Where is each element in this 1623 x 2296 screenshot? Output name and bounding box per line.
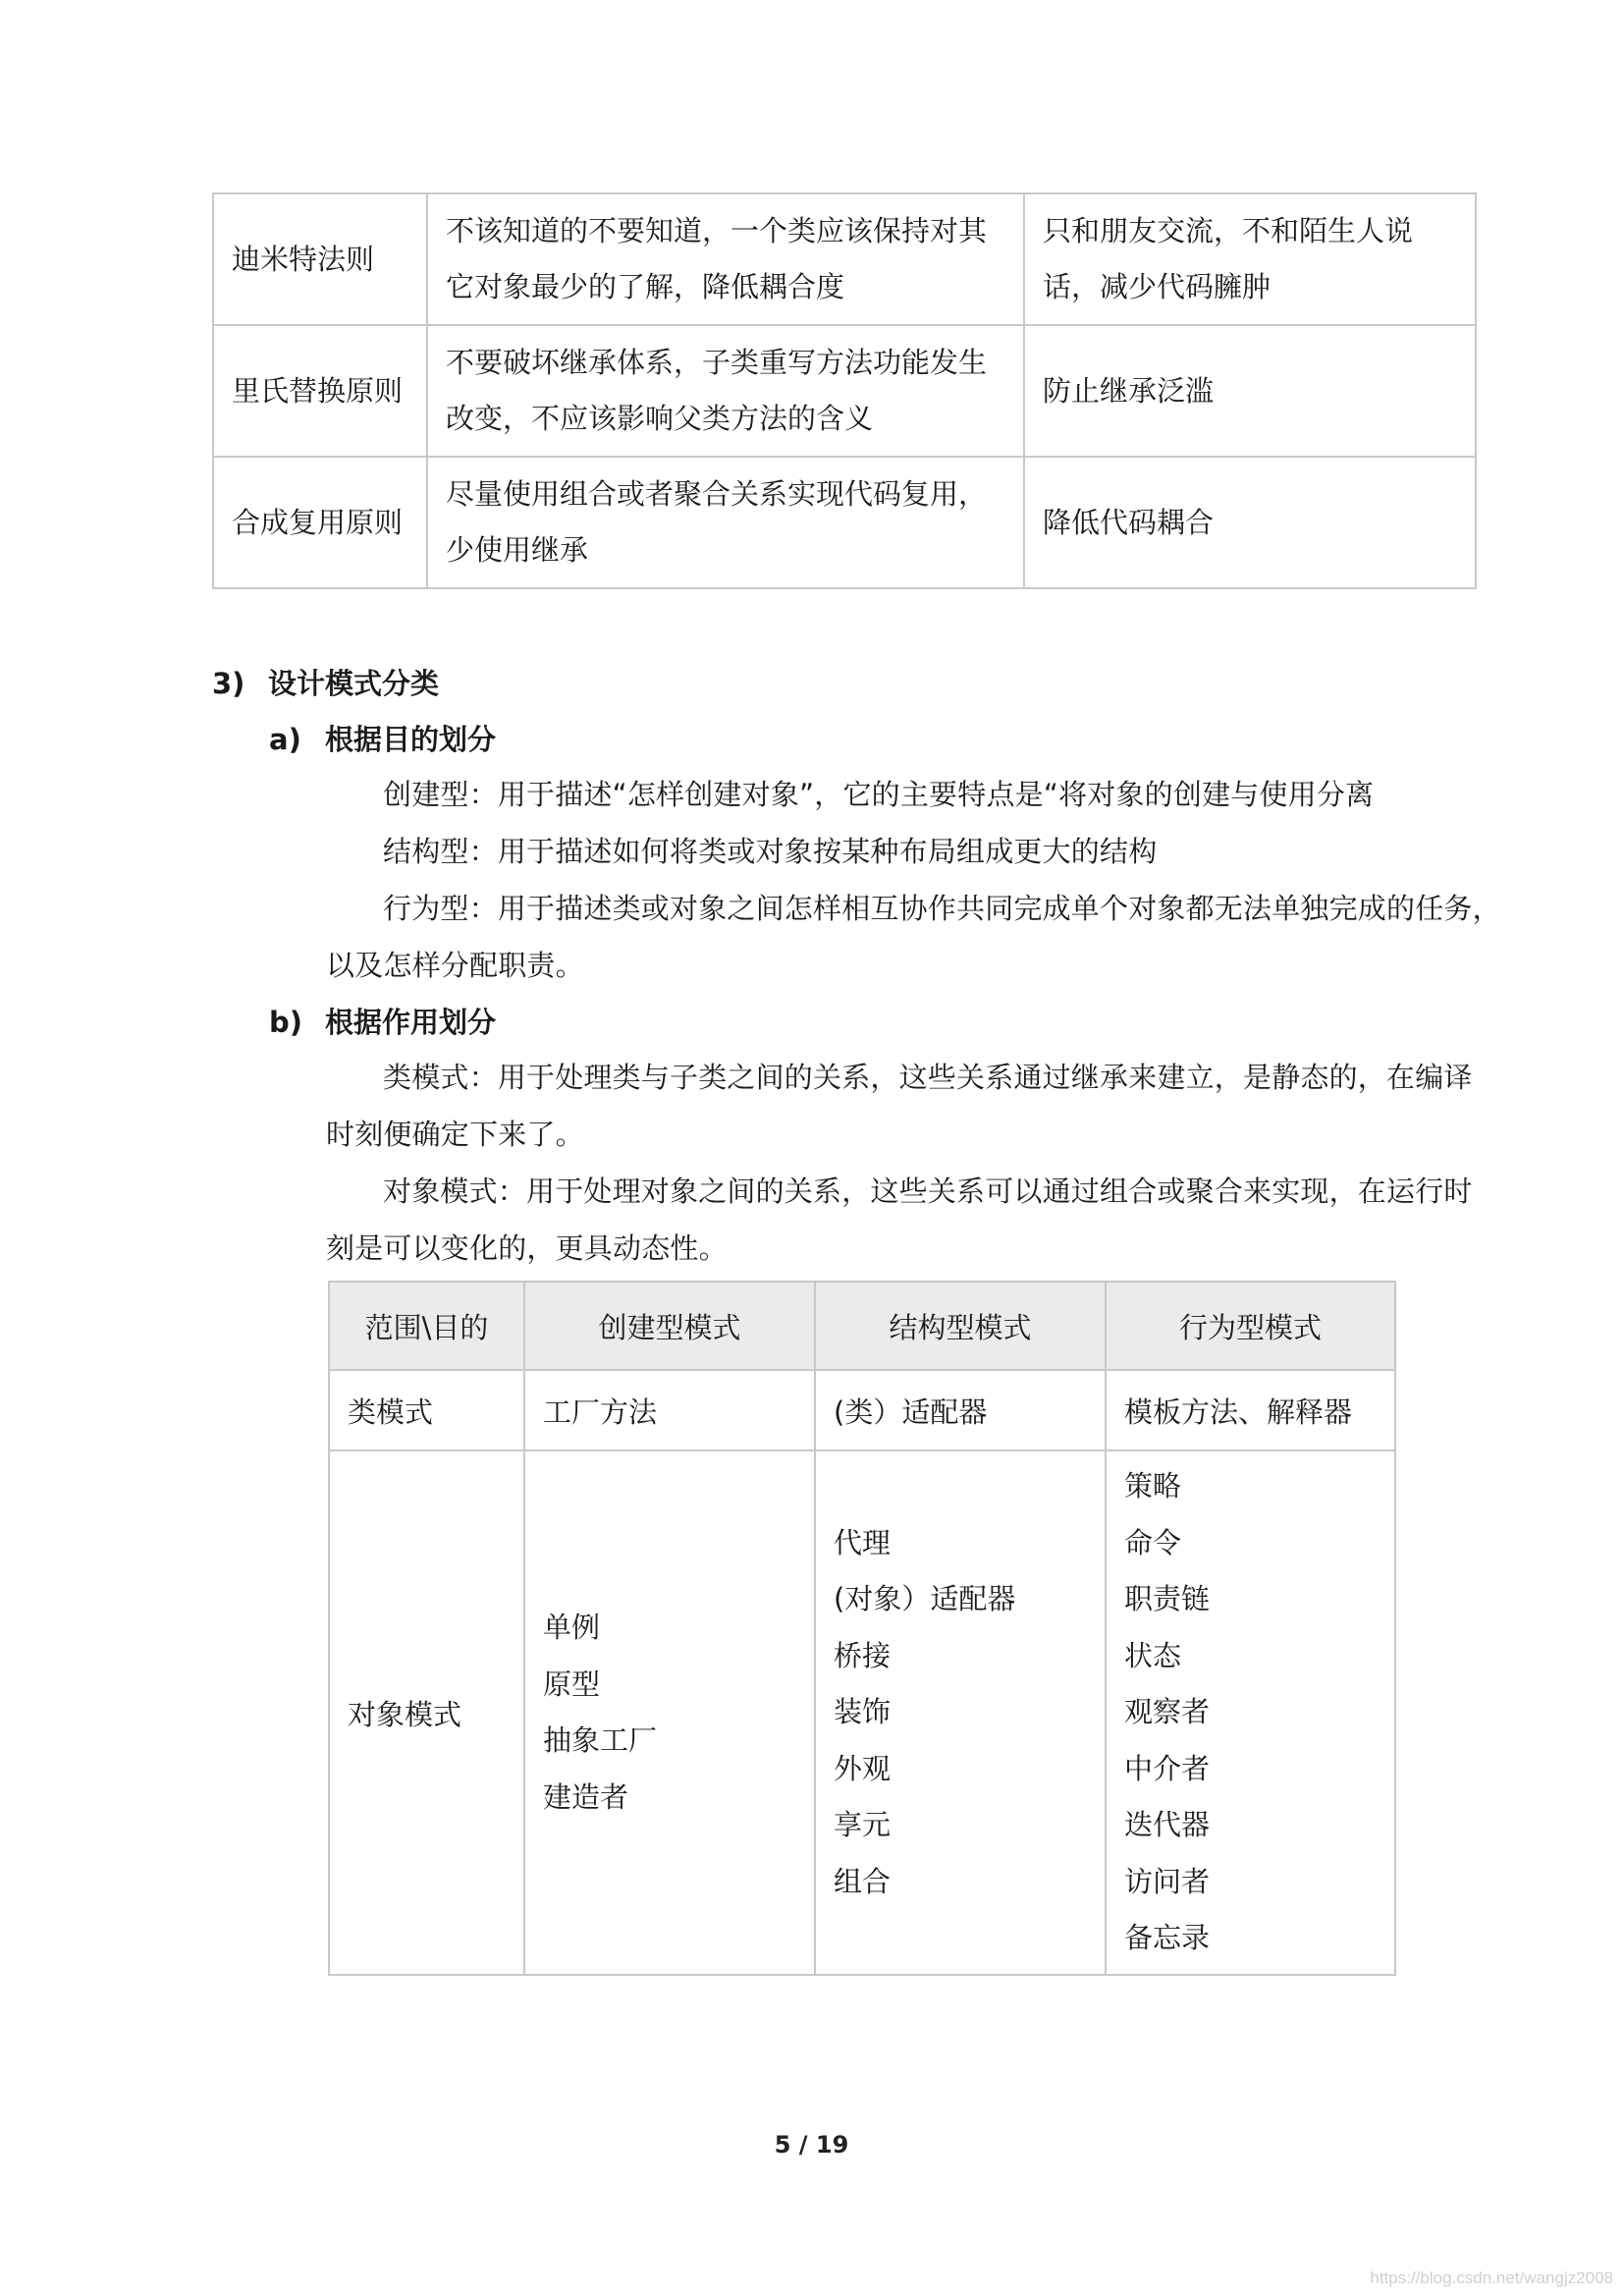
section-number: 3) <box>212 667 245 700</box>
list-item: 状态 <box>1124 1638 1182 1672</box>
column-header: 范围\目的 <box>329 1282 524 1370</box>
section-heading <box>212 664 439 703</box>
principle-description: 不要破坏继承体系，子类重写方法功能发生改变，不应该影响父类方法的含义 <box>427 325 1024 457</box>
subsection-heading-b <box>269 1003 496 1042</box>
principle-purpose: 降低代码耦合 <box>1024 457 1476 588</box>
principle-name: 迪米特法则 <box>213 193 427 325</box>
list-item: 抽象工厂 <box>543 1723 658 1757</box>
structural-cell <box>815 1450 1106 1975</box>
list-item: 装饰 <box>834 1695 892 1729</box>
principle-name: 合成复用原则 <box>213 457 427 588</box>
list-item: 建造者 <box>543 1779 629 1814</box>
list-item: 代理 <box>834 1525 892 1559</box>
list-item: 职责链 <box>1124 1582 1211 1616</box>
paragraph-text: 行为型：用于描述类或对象之间怎样相互协作共同完成单个对象都无法单独完成的任务，以及怎样分配职责。 <box>326 892 1501 982</box>
principle-purpose: 只和朋友交流，不和陌生人说话，减少代码臃肿 <box>1024 193 1476 325</box>
table-row <box>329 1370 1395 1450</box>
list-item: 原型 <box>543 1667 601 1701</box>
subsection-title: 根据作用划分 <box>325 1006 497 1039</box>
list-item: 桥接 <box>834 1638 892 1672</box>
principle-name: 里氏替换原则 <box>213 325 427 457</box>
subsection-number: b) <box>269 1006 303 1039</box>
column-header: 行为型模式 <box>1106 1282 1395 1370</box>
table-row <box>213 325 1476 457</box>
scope-cell: 类模式 <box>329 1370 524 1450</box>
section-title: 设计模式分类 <box>268 667 440 700</box>
paragraph-text: 类模式：用于处理类与子类之间的关系，这些关系通过继承来建立，是静态的，在编译时刻便确定下来了。 <box>326 1061 1473 1151</box>
paragraph <box>326 1050 1485 1163</box>
table-row <box>213 457 1476 588</box>
principles-table <box>212 192 1477 589</box>
creational-cell: 工厂方法 <box>524 1370 815 1450</box>
list-item: (对象）适配器 <box>834 1582 1016 1616</box>
paragraph <box>326 824 1494 881</box>
pattern-list <box>1124 1458 1377 1967</box>
behavioral-cell: 模板方法、解释器 <box>1106 1370 1395 1450</box>
paragraph-text: 创建型：用于描述“怎样创建对象”，它的主要特点是“将对象的创建与使用分离 <box>383 778 1375 811</box>
principle-purpose: 防止继承泛滥 <box>1024 325 1476 457</box>
behavioral-cell <box>1106 1450 1395 1975</box>
pattern-classification-table <box>328 1281 1396 1976</box>
watermark-url: https://blog.csdn.net/wangjz2008 <box>1370 2269 1613 2287</box>
list-item: 外观 <box>834 1751 892 1785</box>
list-item: 观察者 <box>1124 1695 1211 1729</box>
creational-cell <box>524 1450 815 1975</box>
list-item: 单例 <box>543 1611 601 1644</box>
paragraph <box>326 1164 1485 1277</box>
principle-description: 尽量使用组合或者聚合关系实现代码复用，少使用继承 <box>427 457 1024 588</box>
list-item: 组合 <box>834 1864 892 1898</box>
list-item: 策略 <box>1124 1469 1182 1503</box>
subsection-title: 根据目的划分 <box>325 723 497 756</box>
subsection-number: a) <box>269 723 301 756</box>
scope-cell: 对象模式 <box>329 1450 524 1975</box>
list-item: 享元 <box>834 1808 892 1842</box>
table-row <box>329 1450 1395 1975</box>
pattern-list <box>543 1600 796 1826</box>
list-item: 迭代器 <box>1124 1808 1211 1842</box>
column-header: 结构型模式 <box>815 1282 1106 1370</box>
list-item: 备忘录 <box>1124 1921 1211 1955</box>
paragraph-text: 对象模式：用于处理对象之间的关系，这些关系可以通过组合或聚合来实现，在运行时刻是可以变化的，更具动态性。 <box>326 1175 1473 1265</box>
paragraph <box>326 881 1504 994</box>
list-item: 命令 <box>1124 1525 1182 1559</box>
principle-description: 不该知道的不要知道，一个类应该保持对其它对象最少的了解，降低耦合度 <box>427 193 1024 325</box>
paragraph <box>326 767 1494 824</box>
column-header: 创建型模式 <box>524 1282 815 1370</box>
page-number: 5 / 19 <box>774 2131 849 2159</box>
table-row <box>213 193 1476 325</box>
list-item: 访问者 <box>1124 1864 1211 1898</box>
list-item: 中介者 <box>1124 1751 1211 1785</box>
table-header-row <box>329 1282 1395 1370</box>
subsection-heading-a <box>269 720 496 759</box>
pattern-list <box>834 1515 1087 1911</box>
structural-cell: (类）适配器 <box>815 1370 1106 1450</box>
paragraph-text: 结构型：用于描述如何将类或对象按某种布局组成更大的结构 <box>383 835 1158 868</box>
